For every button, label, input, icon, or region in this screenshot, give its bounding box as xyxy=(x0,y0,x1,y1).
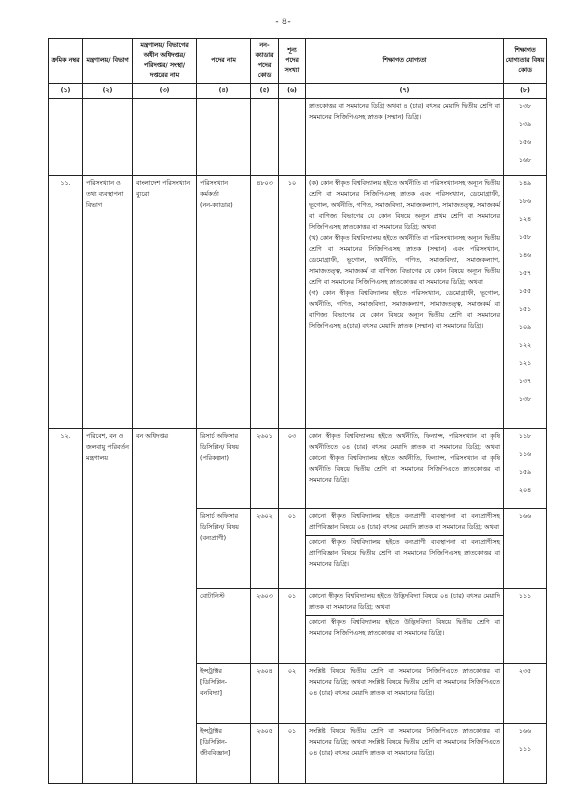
post-name: ইন্সট্রাক্টর [ডিসিপ্লিন- জীববিজ্ঞান] xyxy=(197,724,251,784)
subject-code: ১৬৬ xyxy=(518,513,532,520)
post-note: (নন-ক্যাডার) xyxy=(200,202,233,209)
qualification-text: সংশ্লিষ্ট বিষয়ে দ্বিতীয় শ্রেণি বা সমমানের সিজিপিএতে স্নাতকোত্তর বা সমমানের ডিগ্রি; অথবা সংশ্লিষ্ট বিষয়ে দ্বিতীয় শ্রেণি বা সমমানের সিজিপিএতে ০৪ (চার) বৎসর মেয়াদি স্নাতক বা সমমানের ডিগ্রি। xyxy=(306,724,504,784)
qualification-option-a: (ক) কোন স্বীকৃত বিশ্ববিদ্যালয় হইতে অর্থনীতি বা পরিসংখ্যানসহ অন্যূন দ্বিতীয় শ্রেণি বা সমমানের সিজিপিএসহ স্নাতক এবং পরিসংখ্যান, ডেমোগ্রাফী, ভূগোল, অর্থনীতি, গণিত, সমাজবিদ্যা, সমাজকল্যাণ, সামাজতত্ত্ব, সমাজকর্ম বা বাণিজ্য বিভাগের যে কোন বিষয়ে অন্যূন প্রথম শ্রেণি বা সমমানের সিজিপিএসহ স্নাতকোত্তর বা সমমানের ডিগ্রি; অথবা xyxy=(309,180,500,231)
qualification-text: স্নাতকোত্তর বা সমমানের ডিগ্রি অথবা ৪ (চার) বৎসর মেয়াদি দ্বিতীয় শ্রেণি বা সমমানের সিজিপিএসহ স্নাতক (সম্মান) ডিগ্রি। xyxy=(306,99,504,176)
header-serial: ক্রমিক নম্বর xyxy=(49,39,83,84)
serial-number: ১১. xyxy=(49,176,83,429)
subject-code: ১২৪ xyxy=(518,216,532,223)
subject-code: ১০৯ xyxy=(518,324,532,331)
table-row-11 xyxy=(49,176,547,429)
col-num: (৮) xyxy=(504,84,547,99)
subject-code: ১৫১ xyxy=(518,306,532,313)
agency-name: বাংলাদেশ পরিসংখ্যান ব্যুরো xyxy=(133,176,197,429)
header-subject-code: শিক্ষাগত যোগ্যতার বিষয় কোড xyxy=(504,39,547,84)
subject-code: ১৩৯ xyxy=(518,121,532,128)
header-row xyxy=(49,39,547,84)
qualification-option: কোনো স্বীকৃত বিশ্ববিদ্যালয় হইতে উদ্ভিদবিদ্যা বিষয়ে ০৪ (চার) বৎসর মেয়াদি স্নাতক বা সমমানের ডিগ্রি; অথবা xyxy=(309,593,500,611)
subject-code: ১৩৮ xyxy=(518,396,532,403)
post-name: ইন্সট্রাক্টর [ডিসিপ্লিন- বনবিদ্যা] xyxy=(197,664,251,724)
qualification-option: কোনো স্বীকৃত বিশ্ববিদ্যালয় হইতে উদ্ভিদবিদ্যা বিষয়ে দ্বিতীয় শ্রেণি বা সমমানের সিজিপিএসহ স্নাতকোত্তর বা সমমানের ডিগ্রি। xyxy=(306,615,503,639)
subject-codes xyxy=(504,99,547,176)
subject-codes xyxy=(504,724,547,784)
ministry-name: পরিবেশ, বন ও জলবায়ু পরিবর্তন মন্ত্রণালয় xyxy=(83,429,133,784)
post-title: পরিসংখ্যান কর্মকর্তা xyxy=(200,180,228,198)
subject-code: ১৮৬ xyxy=(518,198,532,205)
subject-codes xyxy=(504,429,547,509)
col-num: (১) xyxy=(49,84,83,99)
subject-code: ১২২ xyxy=(518,342,532,349)
subject-codes xyxy=(504,509,547,589)
subject-code: ১৫৯ xyxy=(518,469,532,476)
subject-code: ১৩৮ xyxy=(518,103,532,110)
vacancy-table xyxy=(48,38,547,784)
page-number: - ৪- xyxy=(275,17,291,27)
qualification-option-c: (গ) কোন স্বীকৃত বিশ্ববিদ্যালয় হইতে পরিসংখ্যান, ডেমোগ্রাফী, ভূগোল, অর্থনীতি, গণিত, সমাজবিদ্যা, সমাজকল্যাণ, সামাজতত্ত্ব, সমাজকর্ম বা বাণিজ্য বিভাগের যে কোন বিষয়ে অন্যূন দ্বিতীয় শ্রেণি বা সমমানের সিজিপিএসহ ৪(চার) বৎসর মেয়াদি স্নাতক (সম্মান) বা সমমানের ডিগ্রি। xyxy=(309,290,500,330)
post-code: ২৬০১ xyxy=(251,429,279,509)
post-name: রিসার্চ অফিসার ডিসিপ্লিন/ বিষয় (পরিকল্পনা) xyxy=(197,429,251,509)
header-ministry: মন্ত্রণালয়/ বিভাগ xyxy=(83,39,133,84)
post-code: ৪৮০৩ xyxy=(251,176,279,429)
post-name: বোটানিস্ট xyxy=(197,589,251,664)
col-num: (৭) xyxy=(306,84,504,99)
subject-codes xyxy=(504,176,547,429)
qualification-option: কোনো স্বীকৃত বিশ্ববিদ্যালয় হইতে বন্যপ্রাণী ব্যবস্থাপনা বা বন্যপ্রাণীসহ প্রাণিবিজ্ঞান বিষয়ে ০৪ (চার) বৎসর মেয়াদি স্নাতক বা সমমানের ডিগ্রি; অথবা xyxy=(309,513,500,531)
subject-code: ১১১ xyxy=(518,593,532,600)
col-num: (৫) xyxy=(251,84,279,99)
table-row-continued xyxy=(49,99,547,176)
header-vacancy: শূন্য পদের সংখ্যা xyxy=(279,39,306,84)
vacancy-count: ১০ xyxy=(279,176,306,429)
post-code: ২৬০৫ xyxy=(251,724,279,784)
vacancy-count: ০৩ xyxy=(279,429,306,509)
subject-code: ১৫৬ xyxy=(518,139,532,146)
qualification-cell xyxy=(306,176,504,429)
vacancy-count: ০২ xyxy=(279,664,306,724)
post-code: ২৬০২ xyxy=(251,509,279,589)
subject-code: ১৩৭ xyxy=(518,378,532,385)
post-name: রিসার্চ অফিসার ডিসিপ্লিন/ বিষয় (বন্যপ্রাণী) xyxy=(197,509,251,589)
header-qualification: শিক্ষাগত যোগ্যতা xyxy=(306,39,504,84)
subject-code: ১৪৯ xyxy=(518,180,532,187)
table-row-12-post-1 xyxy=(49,429,547,509)
serial-number: ১২. xyxy=(49,429,83,784)
column-number-row xyxy=(49,84,547,99)
ministry-name: পরিসংখ্যান ও তথ্য ব্যবস্থাপনা বিভাগ xyxy=(83,176,133,429)
subject-code: ১৫৮ xyxy=(518,234,532,241)
subject-code: ১২১ xyxy=(518,360,532,367)
subject-code: ১৪৬ xyxy=(518,252,532,259)
subject-codes xyxy=(504,589,547,664)
header-post: পদের নাম xyxy=(197,39,251,84)
post-name xyxy=(197,176,251,429)
subject-code: ১৬৮ xyxy=(518,157,532,164)
subject-code: ১৫৭ xyxy=(518,270,532,277)
qualification-text: সংশ্লিষ্ট বিষয়ে দ্বিতীয় শ্রেণি বা সমমানের সিজিপিএতে স্নাতকোত্তর বা সমমানের ডিগ্রি; অথবা সংশ্লিষ্ট বিষয়ে দ্বিতীয় শ্রেণি বা সমমানের সিজিপিএতে ০৪ (চার) বৎসর মেয়াদি স্নাতক বা সমমানের ডিগ্রি। xyxy=(306,664,504,724)
post-code: ২৬০৪ xyxy=(251,664,279,724)
vacancy-count: ০১ xyxy=(279,724,306,784)
subject-code: ১১৬ xyxy=(518,451,532,458)
qualification-text: কোন স্বীকৃত বিশ্ববিদ্যালয় হইতে অর্থনীতি, ফিন্যান্স, পরিসংখ্যান বা কৃষি অর্থনীতিতে ০৪ (চার) বৎসর মেয়াদি স্নাতক বা সমমানের ডিগ্রি; অথবা কোনো স্বীকৃত বিশ্ববিদ্যালয় হইতে অর্থনীতি, ফিন্যান্স, পরিসংখ্যান বা কৃষি অর্থনীতি বিষয়ে দ্বিতীয় শ্রেণি বা সমমানের সিজিপিএতে স্নাতকোত্তর বা সমমানের ডিগ্রি। xyxy=(306,429,504,509)
subject-code: ১৫৫ xyxy=(518,288,532,295)
qualification-option-b: (খ) কোন স্বীকৃত বিশ্ববিদ্যালয় হইতে অর্থনীতি বা পরিসংখ্যানসহ অন্যূন দ্বিতীয় শ্রেণি বা সমমানের সিজিপিএসহ স্নাতক (সম্মান) এবং পরিসংখ্যান, ডেমোগ্রাফী, ভূগোল, অর্থনীতি, গণিত, সমাজবিদ্যা, সমাজকল্যাণ, সামাজতত্ত্ব, সমাজকর্ম বা বাণিজ্য বিভাগের যে কোন বিষয়ে অন্যূন দ্বিতীয় শ্রেণি বা সমমানের সিজিপিএসহ স্নাতকোত্তর বা সমমানের ডিগ্রি; অথবা xyxy=(309,235,500,286)
qualification-cell xyxy=(306,589,504,664)
subject-code: ১১৮ xyxy=(518,433,532,440)
header-code: নন-ক্যাডার পদের কোড xyxy=(251,39,279,84)
col-num: (৬) xyxy=(279,84,306,99)
col-num: (৪) xyxy=(197,84,251,99)
col-num: (৩) xyxy=(133,84,197,99)
subject-codes xyxy=(504,664,547,724)
subject-code: ১১১ xyxy=(518,746,532,753)
post-code: ২৬০৩ xyxy=(251,589,279,664)
qualification-cell xyxy=(306,509,504,589)
header-agency: মন্ত্রণালয়/ বিভাগের অধীন অধিদপ্তর/ পরিদপ্তর/ সংস্থা/ দপ্তরের নাম xyxy=(133,39,197,84)
subject-code: ২৩৫ xyxy=(518,668,532,675)
col-num: (২) xyxy=(83,84,133,99)
agency-name: বন অধিদপ্তর xyxy=(133,429,197,784)
vacancy-count: ০১ xyxy=(279,509,306,589)
qualification-option: কোনো স্বীকৃত বিশ্ববিদ্যালয় হইতে বন্যপ্রাণী ব্যবস্থাপনা বা বন্যপ্রাণীসহ প্রাণিবিজ্ঞান বিষয়ে দ্বিতীয় শ্রেণি বা সমমানের সিজিপিএসহ স্নাতকোত্তর বা সমমানের ডিগ্রি। xyxy=(306,535,503,570)
subject-code: ১৬৬ xyxy=(518,728,532,735)
subject-code: ২০৪ xyxy=(518,487,532,494)
vacancy-count: ০১ xyxy=(279,589,306,664)
